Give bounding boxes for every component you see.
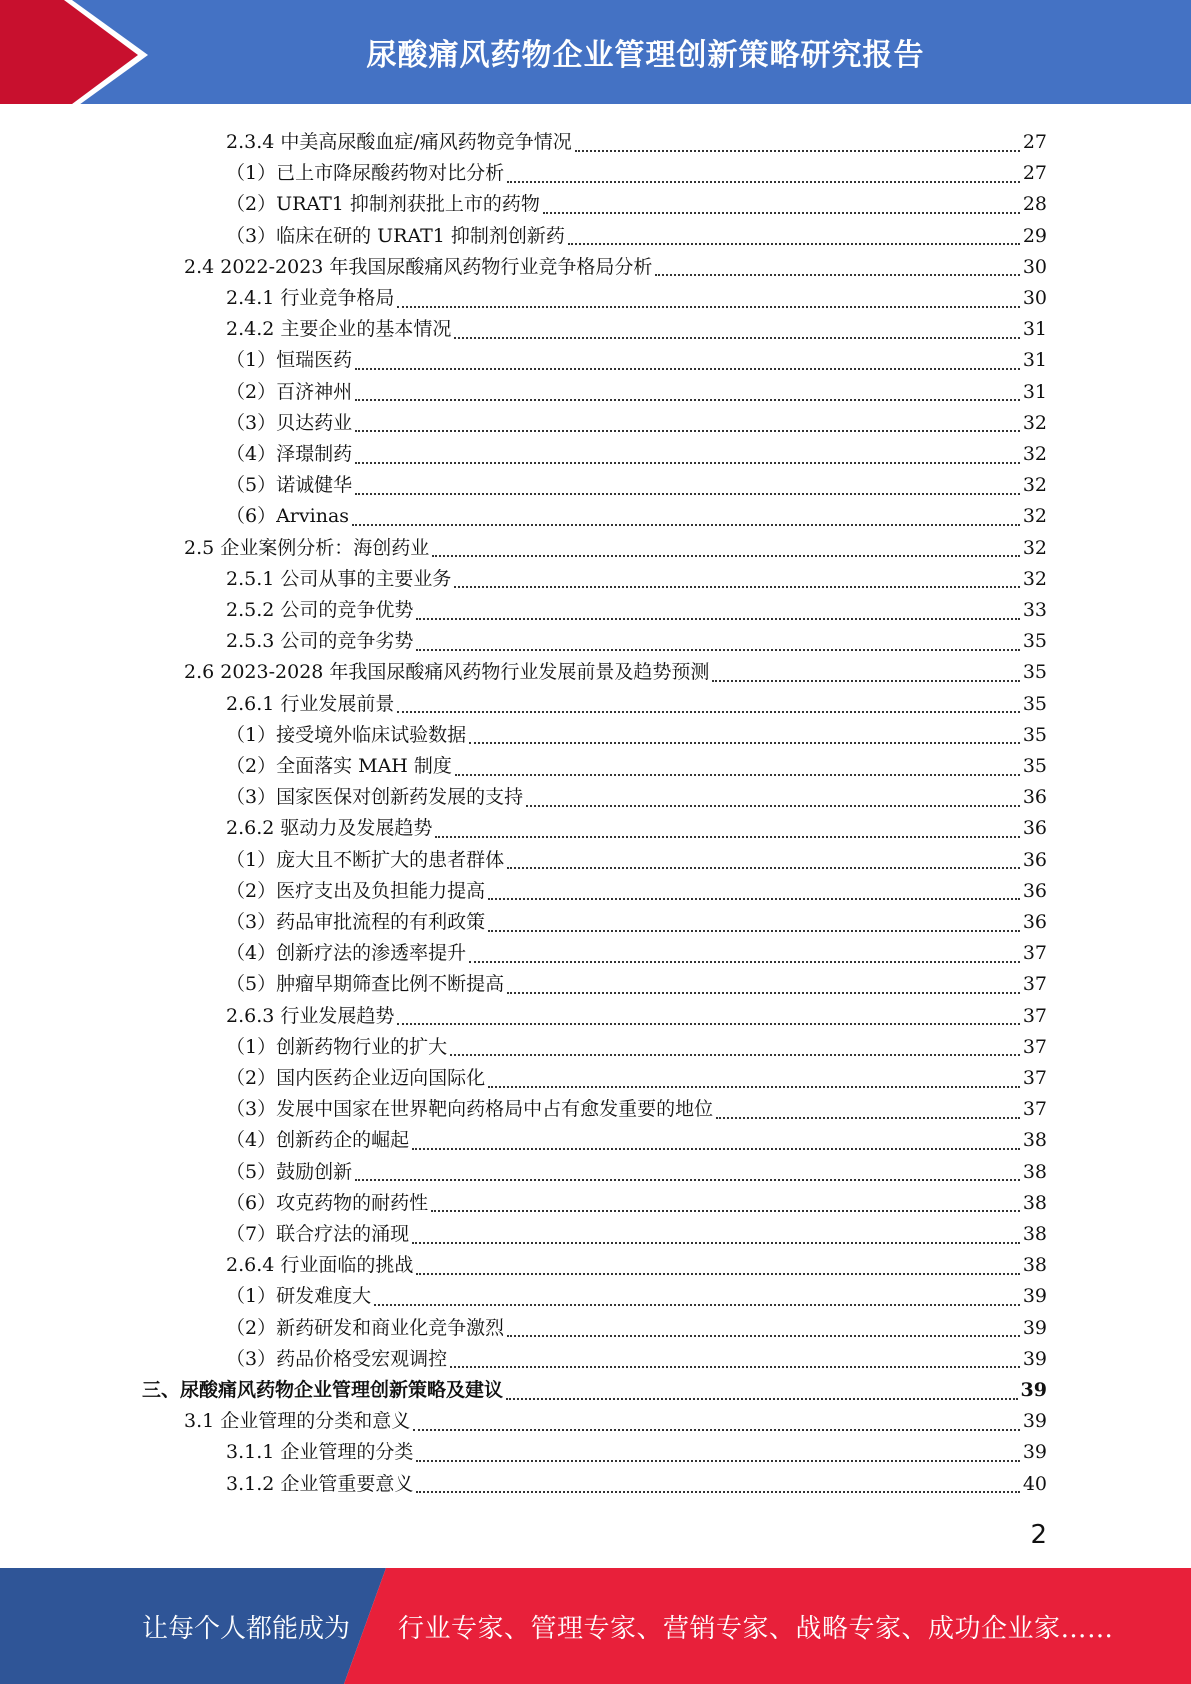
toc-dot-leader bbox=[454, 586, 1019, 588]
chevron-arrow-icon bbox=[0, 0, 160, 110]
toc-entry[interactable] bbox=[226, 845, 1047, 876]
toc-entry-label: 2.6.2 驱动力及发展趋势 bbox=[226, 817, 433, 840]
toc-entry[interactable] bbox=[226, 1344, 1047, 1375]
toc-entry[interactable] bbox=[226, 938, 1047, 969]
toc-entry-page: 39 bbox=[1022, 1285, 1047, 1308]
toc-entry[interactable] bbox=[226, 813, 1047, 844]
toc-entry[interactable] bbox=[226, 1313, 1047, 1344]
toc-entry-label: 2.4 2022-2023 年我国尿酸痛风药物行业竞争格局分析 bbox=[184, 255, 653, 278]
toc-entry[interactable] bbox=[226, 127, 1047, 158]
header-divider bbox=[0, 104, 1191, 110]
toc-entry-page: 35 bbox=[1022, 630, 1047, 653]
toc-dot-leader bbox=[412, 1242, 1020, 1244]
toc-entry-page: 33 bbox=[1022, 599, 1047, 621]
toc-entry-label: 3.1 企业管理的分类和意义 bbox=[184, 1410, 411, 1433]
toc-entry-label: （3）药品价格受宏观调控 bbox=[226, 1347, 448, 1370]
toc-entry-label: 2.5 企业案例分析：海创药业 bbox=[184, 536, 430, 559]
footer-slogan-right: 行业专家、管理专家、营销专家、战略专家、成功企业家…… bbox=[398, 1613, 1114, 1644]
toc-entry-page: 39 bbox=[1022, 1410, 1047, 1433]
toc-entry-label: 2.4.2 主要企业的基本情况 bbox=[226, 318, 452, 341]
toc-dot-leader bbox=[355, 493, 1020, 495]
toc-entry-page: 38 bbox=[1022, 1223, 1047, 1245]
toc-entry[interactable] bbox=[226, 158, 1047, 189]
toc-dot-leader bbox=[488, 1086, 1020, 1088]
toc-entry-label: （2）新药研发和商业化竞争激烈 bbox=[226, 1316, 505, 1339]
toc-entry-label: （3）临床在研的 URAT1 抑制剂创新药 bbox=[226, 224, 565, 247]
toc-entry-page: 38 bbox=[1022, 1191, 1047, 1214]
footer-slogan-left: 让每个人都能成为 bbox=[142, 1613, 351, 1644]
toc-entry-label: （3）国家医保对创新药发展的支持 bbox=[226, 786, 524, 809]
toc-entry[interactable] bbox=[226, 408, 1047, 439]
toc-entry-label: （1）庞大且不断扩大的患者群体 bbox=[226, 848, 505, 871]
toc-entry[interactable] bbox=[226, 283, 1047, 314]
toc-entry[interactable] bbox=[226, 626, 1047, 657]
toc-dot-leader bbox=[416, 1460, 1019, 1462]
toc-dot-leader bbox=[355, 399, 1020, 401]
toc-entry[interactable] bbox=[226, 439, 1047, 470]
toc-entry-page: 27 bbox=[1022, 131, 1047, 153]
toc-entry[interactable] bbox=[226, 377, 1047, 408]
toc-entry[interactable] bbox=[226, 1281, 1047, 1312]
toc-entry[interactable] bbox=[142, 1375, 1047, 1406]
toc-dot-leader bbox=[397, 1023, 1019, 1025]
toc-entry-label: （2）全面落实 MAH 制度 bbox=[226, 755, 452, 777]
toc-entry-label: （5）诺诚健华 bbox=[226, 474, 353, 497]
toc-entry-label: （3）发展中国家在世界靶向药格局中占有愈发重要的地位 bbox=[226, 1098, 714, 1121]
toc-entry-page: 36 bbox=[1022, 817, 1047, 840]
toc-dot-leader bbox=[506, 1398, 1018, 1400]
toc-dot-leader bbox=[355, 1179, 1020, 1181]
toc-dot-leader bbox=[568, 243, 1020, 245]
toc-entry-label: （5）肿瘤早期筛查比例不断提高 bbox=[226, 973, 505, 996]
toc-dot-leader bbox=[507, 1335, 1020, 1337]
toc-dot-leader bbox=[432, 555, 1020, 557]
toc-entry-label: 2.5.1 公司从事的主要业务 bbox=[226, 567, 452, 590]
toc-entry[interactable] bbox=[226, 1094, 1047, 1125]
toc-entry-label: （1）接受境外临床试验数据 bbox=[226, 723, 467, 746]
toc-entry-page: 39 bbox=[1022, 1441, 1047, 1464]
toc-dot-leader bbox=[655, 274, 1019, 276]
toc-entry-label: 2.6.3 行业发展趋势 bbox=[226, 1004, 395, 1027]
toc-dot-leader bbox=[374, 1304, 1020, 1306]
toc-dot-leader bbox=[526, 805, 1020, 807]
toc-entry-label: （1）研发难度大 bbox=[226, 1285, 372, 1308]
toc-entry-page: 37 bbox=[1022, 1067, 1047, 1089]
toc-dot-leader bbox=[712, 680, 1019, 682]
toc-entry-label: 2.5.3 公司的竞争劣势 bbox=[226, 630, 414, 653]
report-title: 尿酸痛风药物企业管理创新策略研究报告 bbox=[366, 38, 925, 73]
toc-entry-page: 32 bbox=[1022, 474, 1047, 497]
toc-entry-label: （1）已上市降尿酸药物对比分析 bbox=[226, 162, 505, 185]
toc-entry-page: 39 bbox=[1022, 1347, 1047, 1370]
toc-dot-leader bbox=[397, 306, 1019, 308]
toc-entry-page: 36 bbox=[1022, 848, 1047, 871]
toc-dot-leader bbox=[431, 1210, 1020, 1212]
toc-dot-leader bbox=[355, 462, 1020, 464]
toc-entry[interactable] bbox=[226, 907, 1047, 938]
toc-entry-label: （6）攻克药物的耐药性 bbox=[226, 1191, 429, 1214]
toc-entry[interactable] bbox=[226, 1125, 1047, 1156]
toc-entry-label: 2.6.4 行业面临的挑战 bbox=[226, 1254, 414, 1277]
toc-entry-page: 35 bbox=[1022, 661, 1047, 684]
toc-entry-label: （5）鼓励创新 bbox=[226, 1160, 353, 1183]
toc-entry-label: （2）国内医药企业迈向国际化 bbox=[226, 1067, 486, 1089]
toc-entry-page: 32 bbox=[1022, 567, 1047, 590]
toc-dot-leader bbox=[450, 1366, 1020, 1368]
toc-entry-label: 3.1.1 企业管理的分类 bbox=[226, 1441, 414, 1464]
toc-entry-page: 37 bbox=[1022, 1035, 1047, 1058]
toc-entry-page: 36 bbox=[1022, 911, 1047, 933]
toc-entry[interactable] bbox=[226, 720, 1047, 751]
toc-entry-page: 32 bbox=[1022, 505, 1047, 528]
toc-entry[interactable] bbox=[184, 252, 1047, 283]
toc-entry-page: 30 bbox=[1022, 255, 1047, 278]
toc-entry-label: 2.3.4 中美高尿酸血症/痛风药物竞争情况 bbox=[226, 131, 572, 153]
toc-entry[interactable] bbox=[226, 782, 1047, 813]
toc-entry-page: 35 bbox=[1022, 723, 1047, 746]
toc-entry[interactable] bbox=[226, 595, 1047, 626]
toc-entry[interactable] bbox=[226, 1188, 1047, 1219]
toc-entry[interactable] bbox=[226, 501, 1047, 532]
toc-dot-leader bbox=[412, 1148, 1020, 1150]
toc-entry-page: 35 bbox=[1022, 692, 1047, 715]
toc-entry-label: （1）创新药物行业的扩大 bbox=[226, 1035, 448, 1058]
toc-entry-label: （2）医疗支出及负担能力提高 bbox=[226, 879, 486, 902]
toc-entry-label: （7）联合疗法的涌现 bbox=[226, 1223, 410, 1245]
toc-entry[interactable] bbox=[226, 1250, 1047, 1281]
toc-entry[interactable] bbox=[226, 1437, 1047, 1468]
toc-entry[interactable] bbox=[226, 969, 1047, 1000]
toc-entry-page: 27 bbox=[1022, 162, 1047, 185]
toc-entry[interactable] bbox=[226, 345, 1047, 376]
toc-entry-label: （6）Arvinas bbox=[226, 505, 350, 528]
toc-dot-leader bbox=[416, 649, 1019, 651]
toc-dot-leader bbox=[507, 181, 1020, 183]
toc-entry[interactable] bbox=[226, 1219, 1047, 1250]
toc-dot-leader bbox=[397, 711, 1019, 713]
toc-entry-page: 36 bbox=[1022, 879, 1047, 902]
page-footer bbox=[0, 1568, 1191, 1684]
toc-dot-leader bbox=[488, 898, 1020, 900]
toc-entry[interactable] bbox=[226, 221, 1047, 252]
toc-entry[interactable] bbox=[226, 1001, 1047, 1032]
toc-dot-leader bbox=[575, 150, 1020, 152]
toc-dot-leader bbox=[416, 1491, 1019, 1493]
toc-dot-leader bbox=[469, 961, 1020, 963]
toc-entry-page: 40 bbox=[1022, 1472, 1047, 1495]
toc-entry[interactable] bbox=[226, 1157, 1047, 1188]
toc-entry-label: 2.5.2 公司的竞争优势 bbox=[226, 599, 414, 621]
toc-entry-page: 31 bbox=[1022, 318, 1047, 341]
toc-entry-page: 32 bbox=[1022, 411, 1047, 434]
toc-entry-label: 2.4.1 行业竞争格局 bbox=[226, 287, 395, 309]
toc-entry-page: 39 bbox=[1020, 1379, 1047, 1401]
toc-entry-page: 38 bbox=[1022, 1129, 1047, 1152]
toc-entry[interactable] bbox=[226, 751, 1047, 782]
toc-dot-leader bbox=[469, 742, 1020, 744]
toc-dot-leader bbox=[413, 1429, 1020, 1431]
toc-dot-leader bbox=[716, 1117, 1020, 1119]
toc-entry-page: 28 bbox=[1022, 193, 1047, 216]
toc-entry-page: 32 bbox=[1022, 536, 1047, 559]
toc-entry-page: 38 bbox=[1022, 1160, 1047, 1183]
toc-entry-label: （3）贝达药业 bbox=[226, 411, 353, 434]
toc-entry[interactable] bbox=[226, 1032, 1047, 1063]
toc-entry-label: 2.6 2023-2028 年我国尿酸痛风药物行业发展前景及趋势预测 bbox=[184, 661, 710, 684]
toc-dot-leader bbox=[543, 212, 1020, 214]
toc-entry[interactable] bbox=[184, 657, 1047, 688]
toc-entry-label: （2）百济神州 bbox=[226, 380, 353, 403]
toc-entry-page: 32 bbox=[1022, 443, 1047, 465]
toc-dot-leader bbox=[416, 1273, 1019, 1275]
toc-entry-page: 37 bbox=[1022, 1004, 1047, 1027]
toc-dot-leader bbox=[435, 836, 1019, 838]
toc-entry[interactable] bbox=[184, 533, 1047, 564]
toc-entry[interactable] bbox=[226, 689, 1047, 720]
toc-dot-leader bbox=[450, 1054, 1020, 1056]
toc-entry-label: （1）恒瑞医药 bbox=[226, 349, 353, 372]
toc-entry-page: 39 bbox=[1022, 1316, 1047, 1339]
toc-entry[interactable] bbox=[226, 189, 1047, 220]
toc-entry-label: 三、尿酸痛风药物企业管理创新策略及建议 bbox=[142, 1379, 504, 1401]
toc-dot-leader bbox=[455, 774, 1020, 776]
toc-entry-page: 37 bbox=[1022, 942, 1047, 965]
toc-entry-label: （4）创新药企的崛起 bbox=[226, 1129, 410, 1152]
toc-entry-page: 29 bbox=[1022, 224, 1047, 247]
toc-entry-page: 31 bbox=[1022, 380, 1047, 403]
toc-entry-page: 36 bbox=[1022, 786, 1047, 809]
toc-entry-label: （2）URAT1 抑制剂获批上市的药物 bbox=[226, 193, 540, 216]
toc-entry[interactable] bbox=[226, 1063, 1047, 1094]
toc-dot-leader bbox=[355, 368, 1020, 370]
toc-dot-leader bbox=[454, 337, 1019, 339]
toc-entry-page: 38 bbox=[1022, 1254, 1047, 1277]
toc-entry-page: 37 bbox=[1022, 1098, 1047, 1121]
toc-entry-label: 2.6.1 行业发展前景 bbox=[226, 692, 395, 715]
toc-entry-page: 37 bbox=[1022, 973, 1047, 996]
page-number: 2 bbox=[1030, 1520, 1047, 1550]
toc-entry-page: 31 bbox=[1022, 349, 1047, 372]
toc-dot-leader bbox=[488, 930, 1020, 932]
toc-entry[interactable] bbox=[226, 1469, 1047, 1500]
toc-dot-leader bbox=[416, 618, 1019, 620]
page-header bbox=[0, 0, 1191, 110]
toc-entry[interactable] bbox=[226, 470, 1047, 501]
toc-entry-page: 35 bbox=[1022, 755, 1047, 777]
toc-entry-label: （3）药品审批流程的有利政策 bbox=[226, 911, 486, 933]
toc-dot-leader bbox=[352, 524, 1020, 526]
toc-entry-page: 30 bbox=[1022, 287, 1047, 309]
toc-dot-leader bbox=[507, 867, 1020, 869]
toc-entry[interactable] bbox=[226, 564, 1047, 595]
toc-entry[interactable] bbox=[226, 314, 1047, 345]
toc-dot-leader bbox=[355, 430, 1020, 432]
toc-entry[interactable] bbox=[184, 1406, 1047, 1437]
toc-entry[interactable] bbox=[226, 876, 1047, 907]
toc-entry-label: 3.1.2 企业管重要意义 bbox=[226, 1472, 414, 1495]
toc-dot-leader bbox=[507, 992, 1020, 994]
toc-entry-label: （4）泽璟制药 bbox=[226, 443, 353, 465]
toc-entry-label: （4）创新疗法的渗透率提升 bbox=[226, 942, 467, 965]
